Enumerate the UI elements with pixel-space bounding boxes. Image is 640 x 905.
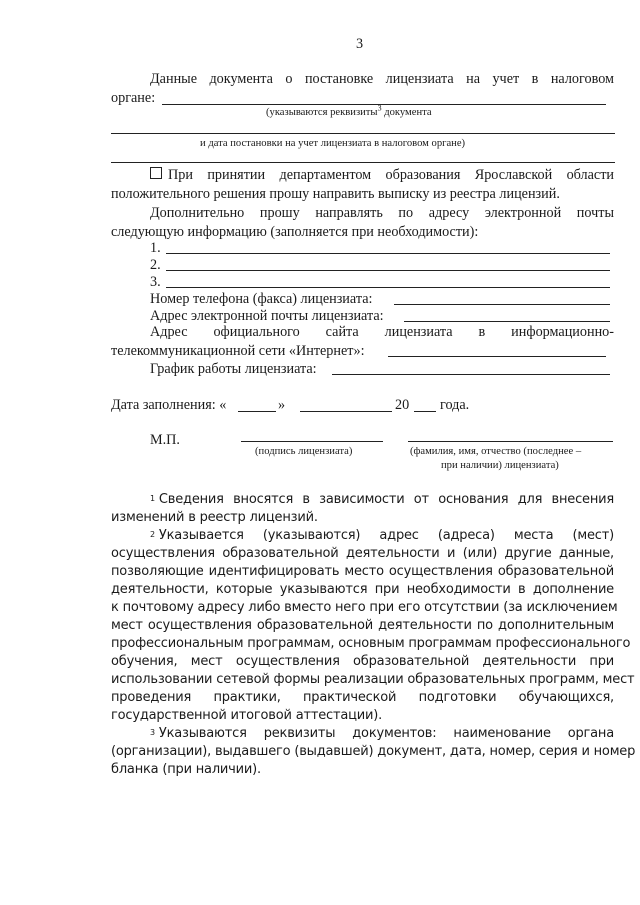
full-name-caption-2: при наличии) лицензиата)	[441, 460, 559, 471]
site-line-2: телекоммуникационной сети «Интернет»:	[111, 343, 365, 359]
site-field-line[interactable]	[388, 356, 606, 357]
page-number: 3	[356, 36, 364, 52]
extract-request-line-1: При принятии департаментом образования Ярославской области	[150, 167, 614, 184]
footnote-2-line-2: осуществления образовательной деятельности и (или) другие данные,	[111, 546, 614, 561]
email-label: Адрес электронной почты лицензиата:	[150, 308, 384, 324]
schedule-field-line[interactable]	[332, 374, 610, 375]
extra-item-3-field[interactable]	[166, 287, 610, 288]
extra-item-1-label: 1.	[150, 240, 161, 256]
footnote-2-line-11: государственной итоговой аттестации).	[111, 708, 383, 723]
extra-info-line-2: следующую информацию (заполняется при необходимости):	[111, 224, 479, 240]
tax-document-field-line[interactable]	[111, 133, 615, 134]
tax-registration-line-1: Данные документа о постановке лицензиата на учет в налоговом	[150, 71, 614, 87]
fill-date-suffix: года.	[440, 397, 470, 413]
fill-date-month-field[interactable]	[300, 411, 392, 412]
footnote-2-line-7: профессиональным программам, основным программам профессионального	[111, 636, 631, 651]
fill-date-prefix: Дата заполнения: «	[111, 397, 227, 413]
extra-info-line-1: Дополнительно прошу направлять по адресу электронной почты	[150, 205, 614, 221]
tax-caption-1: (указываются реквизиты$^3$ документа	[266, 103, 432, 118]
email-field-line[interactable]	[404, 321, 610, 322]
tax-organ-field-line[interactable]	[162, 104, 606, 105]
schedule-label: График работы лицензиата:	[150, 361, 317, 377]
footnote-2-line-10: проведения практики, практической подготовки обучающихся,	[111, 690, 614, 705]
site-line-1: Адрес официального сайта лицензиата в информационно-	[150, 324, 614, 340]
footnote-2-line-3: позволяющие идентифицировать место осуществления образовательной	[111, 564, 614, 579]
fill-date-quote-close: »	[278, 397, 286, 413]
tax-organ-label: органе:	[111, 90, 156, 106]
fill-date-day-field[interactable]	[238, 411, 276, 412]
extra-item-3-label: 3.	[150, 274, 161, 290]
signature-field-line[interactable]	[241, 441, 383, 442]
footnote-2-line-1: 2 Указывается (указываются) адрес (адреса) места (мест)	[150, 528, 614, 543]
footnote-3-line-1: 3 Указываются реквизиты документов: наименование органа	[150, 726, 614, 741]
phone-field-line[interactable]	[394, 304, 610, 305]
footnote-2-line-8: обучения, мест осуществления образовательной деятельности при	[111, 654, 614, 669]
footnote-3-line-3: бланка (при наличии).	[111, 762, 261, 777]
full-name-caption-1: (фамилия, имя, отчество (последнее –	[410, 446, 582, 457]
extract-request-checkbox[interactable]	[150, 167, 162, 179]
stamp-placeholder: М.П.	[150, 432, 180, 448]
footnote-2-line-9: использовании сетевой формы реализации образовательных программ, мест	[111, 672, 635, 687]
phone-label: Номер телефона (факса) лицензиата:	[150, 291, 373, 307]
footnote-2-line-6: мест осуществления образовательной деятельности по дополнительным	[111, 618, 614, 633]
footnote-1-line-2: изменений в реестр лицензий.	[111, 510, 318, 525]
signature-caption: (подпись лицензиата)	[255, 446, 353, 457]
extra-item-2-label: 2.	[150, 257, 161, 273]
footnote-1-line-1: 1 Сведения вносятся в зависимости от основания для внесения	[150, 492, 614, 507]
extra-item-1-field[interactable]	[166, 253, 610, 254]
tax-date-field-line[interactable]	[111, 162, 615, 163]
fill-date-year-field[interactable]	[414, 411, 436, 412]
footnote-2-line-4: деятельности, которые указываются при необходимости в дополнение	[111, 582, 614, 597]
extra-item-2-field[interactable]	[166, 270, 610, 271]
tax-caption-2: и дата постановки на учет лицензиата в налоговом органе)	[200, 138, 466, 149]
fill-date-year-prefix: 20	[395, 397, 410, 413]
footnote-3-line-2: (организации), выдавшего (выдавшей) документ, дата, номер, серия и номер	[111, 744, 636, 759]
footnote-2-line-5: к почтовому адресу либо вместо него при его отсутствии (за исключением	[111, 600, 618, 615]
full-name-field-line[interactable]	[408, 441, 613, 442]
extract-request-line-2: положительного решения прошу направить выписку из реестра лицензий.	[111, 186, 560, 202]
